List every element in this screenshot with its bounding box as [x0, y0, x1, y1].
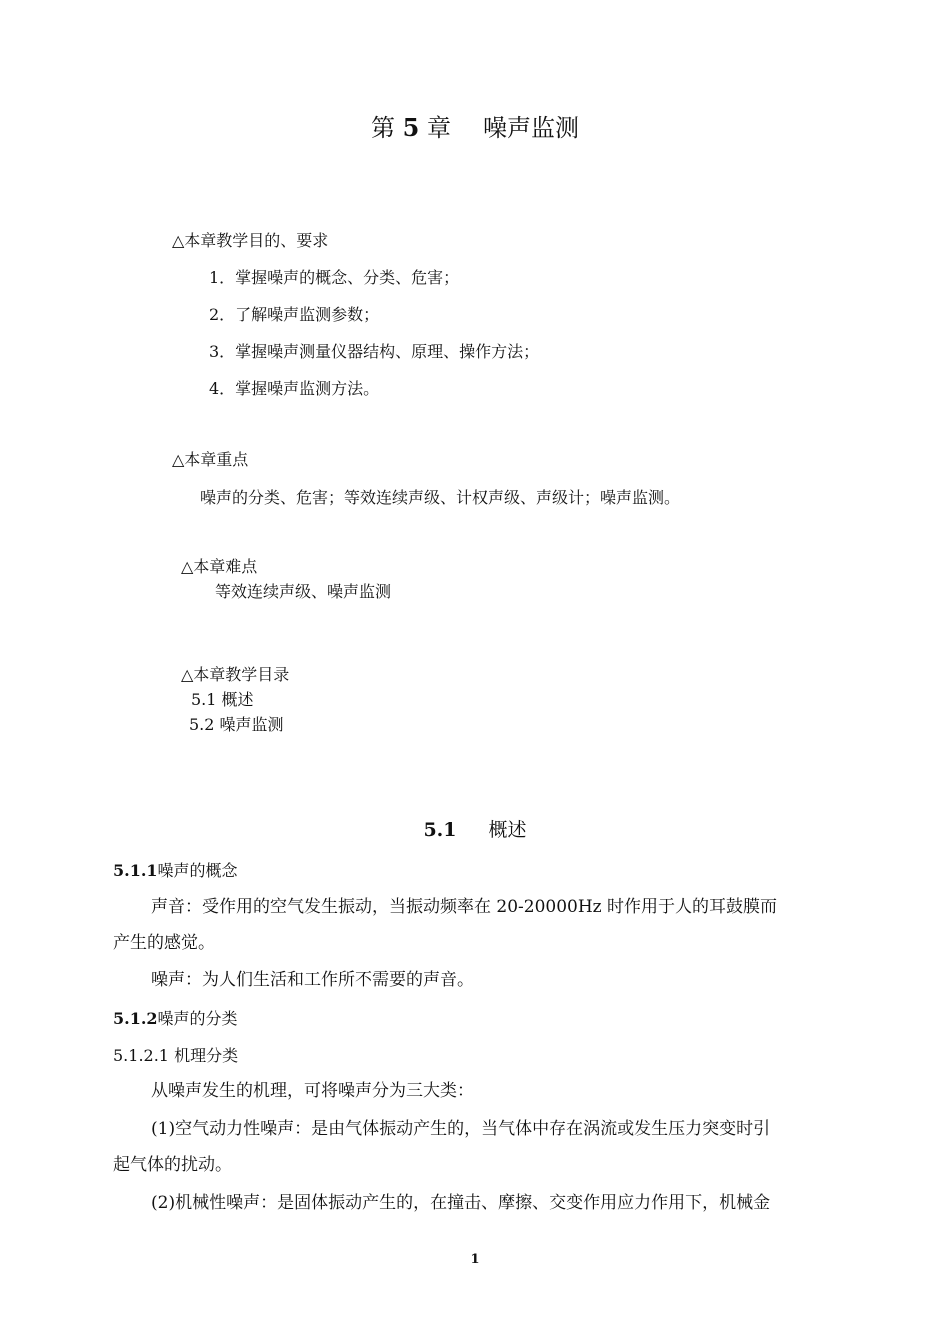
- objective-item: 4．掌握噪声监测方法。: [209, 379, 380, 398]
- toc-item: 5.2 噪声监测: [189, 715, 284, 734]
- paragraph-line: (2)机械性噪声：是固体振动产生的，在撞击、摩擦、交变作用应力作用下，机械金: [151, 1193, 771, 1213]
- key-points-text: 噪声的分类、危害；等效连续声级、计权声级、声级计；噪声监测。: [200, 488, 681, 507]
- paragraph-line: 声音：受作用的空气发生振动，当振动频率在 20-20000Hz 时作用于人的耳鼓膜而: [151, 897, 778, 917]
- difficulties-heading: △本章难点: [181, 557, 258, 576]
- page-number: 1: [470, 1252, 480, 1267]
- difficulties-text: 等效连续声级、噪声监测: [215, 582, 392, 601]
- chapter-name: 噪声监测: [482, 114, 579, 142]
- toc-heading: △本章教学目录: [181, 665, 290, 684]
- subsection-number: 5.1.1: [113, 861, 158, 880]
- paragraph-line: (1)空气动力性噪声：是由气体振动产生的，当气体中存在涡流或发生压力突变时引: [151, 1119, 771, 1139]
- chapter-number: 5: [402, 113, 420, 142]
- objective-item: 1．掌握噪声的概念、分类、危害；: [209, 268, 460, 287]
- paragraph-line: 产生的感觉。: [113, 933, 215, 953]
- objective-item: 2．了解噪声监测参数；: [209, 305, 380, 324]
- subsection-title: 噪声的分类: [157, 1009, 238, 1028]
- section-title: [0, 815, 950, 842]
- subsection-number: 5.1.2: [113, 1009, 158, 1028]
- key-points-heading: △本章重点: [172, 450, 249, 469]
- objectives-heading: △本章教学目的、要求: [172, 231, 329, 250]
- paragraph-line: 噪声：为人们生活和工作所不需要的声音。: [151, 970, 474, 990]
- chapter-number-suffix: 章: [426, 114, 451, 142]
- paragraph-line: 起气体的扰动。: [113, 1155, 232, 1175]
- subsection-heading: [113, 1009, 238, 1029]
- section-name: 概述: [488, 819, 527, 841]
- toc-item: 5.1 概述: [191, 690, 254, 709]
- section-number: 5.1: [423, 819, 457, 841]
- subsection-heading: [113, 861, 238, 881]
- chapter-title: [0, 108, 950, 143]
- paragraph-line: 从噪声发生的机理，可将噪声分为三大类：: [151, 1081, 474, 1101]
- objective-item: 3．掌握噪声测量仪器结构、原理、操作方法；: [209, 342, 540, 361]
- subsubsection-heading: 5.1.2.1 机理分类: [113, 1046, 239, 1065]
- chapter-number-prefix: 第: [371, 114, 395, 142]
- subsection-title: 噪声的概念: [157, 861, 238, 880]
